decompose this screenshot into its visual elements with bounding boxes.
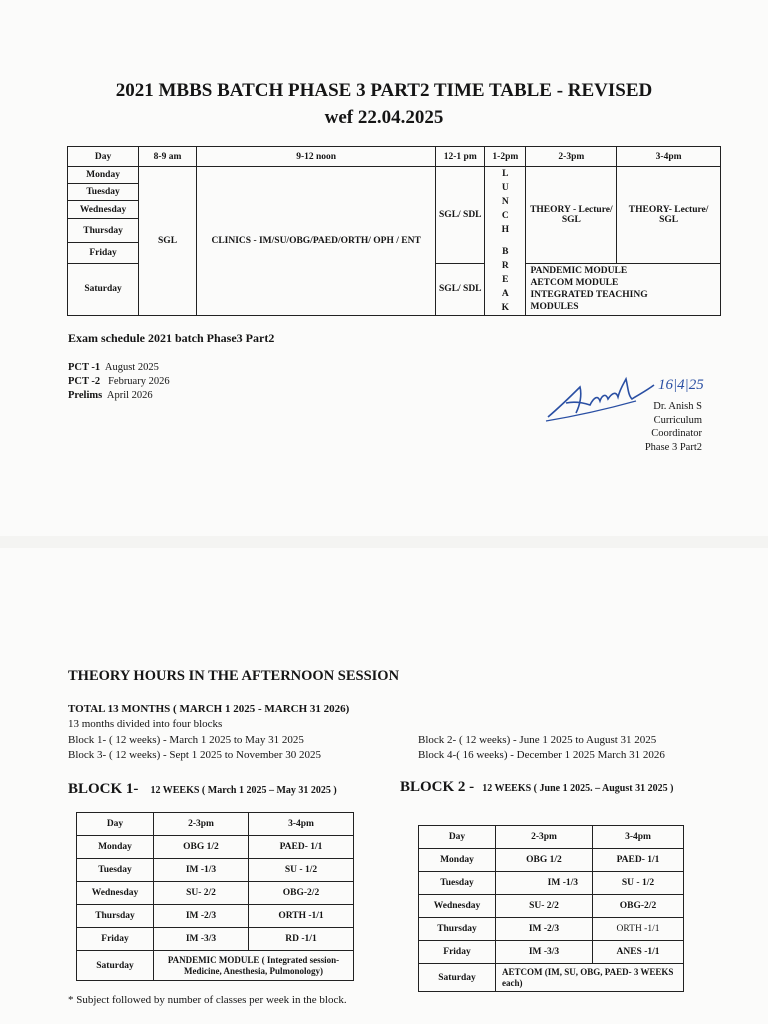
day-cell: Saturday [419, 964, 496, 992]
day-cell: Friday [77, 928, 154, 951]
header-3-4: 3-4pm [617, 147, 721, 167]
signature-date: 16|4|25 [658, 377, 704, 393]
header-2-3: 2-3pm [496, 826, 593, 849]
slot-2-3: IM -2/3 [496, 918, 593, 941]
exam-date: February 2026 [108, 376, 170, 387]
slot-3-4: ORTH -1/1 [593, 918, 684, 941]
module-line: AETCOM MODULE [530, 278, 619, 289]
exam-date: April 2026 [106, 390, 153, 401]
slot-2-3: IM -2/3 [154, 905, 249, 928]
table-row [77, 859, 354, 882]
module-line: PANDEMIC MODULE [530, 266, 628, 277]
slot-3-4: ORTH -1/1 [249, 905, 354, 928]
block-1-table [76, 812, 354, 981]
lunch-letter: H [501, 225, 510, 235]
clinics-cell: CLINICS - IM/SU/OBG/PAED/ORTH/ OPH / ENT [196, 167, 435, 316]
header-2-3: 2-3pm [154, 813, 249, 836]
exam-heading: Exam schedule 2021 batch Phase3 Part2 [68, 331, 275, 345]
table-row [77, 836, 354, 859]
block-2-table [418, 825, 684, 992]
day-cell: Wednesday [77, 882, 154, 905]
slot-3-4: OBG-2/2 [593, 895, 684, 918]
day-cell: Thursday [77, 905, 154, 928]
exam-row [68, 361, 170, 375]
header-9-12: 9-12 noon [196, 147, 435, 167]
table-row [77, 905, 354, 928]
exam-list [68, 361, 170, 403]
lunch-letter: C [501, 211, 509, 221]
slot-3-4: PAED- 1/1 [249, 836, 354, 859]
table-row [419, 918, 684, 941]
table-row [419, 941, 684, 964]
slot-3-4: RD -1/1 [249, 928, 354, 951]
block-2-line: Block 2- ( 12 weeks) - June 1 2025 to August 31 2025 [418, 734, 657, 746]
slot-2-3: OBG 1/2 [154, 836, 249, 859]
day-cell: Wednesday [419, 895, 496, 918]
signatory-name: Dr. Anish S [653, 401, 702, 412]
day-cell: Saturday [77, 951, 154, 981]
lunch-letter: B [502, 247, 509, 257]
exam-label: PCT -2 [68, 376, 101, 387]
slot-2-3: IM -1/3 [496, 872, 593, 895]
table-row [419, 872, 684, 895]
table-row [77, 928, 354, 951]
footnote: * Subject followed by number of classes per week in the block. [68, 994, 347, 1006]
block-2-title-row [400, 778, 673, 796]
slot-3-4: SU - 1/2 [593, 872, 684, 895]
saturday-modules-cell [526, 263, 721, 315]
module-line: MODULES [530, 302, 579, 313]
sgl-cell: SGL [139, 167, 197, 316]
day-cell: Friday [419, 941, 496, 964]
exam-row [68, 389, 170, 403]
slot-2-3: SU- 2/2 [496, 895, 593, 918]
slot-3-4: ANES -1/1 [593, 941, 684, 964]
lunch-letter: L [502, 169, 509, 179]
table-row [77, 882, 354, 905]
slot-2-3: OBG 1/2 [496, 849, 593, 872]
slot-3-4: SU - 1/2 [249, 859, 354, 882]
lunch-letter: A [501, 289, 509, 299]
sgl-sdl-cell: SGL/ SDL [436, 167, 485, 264]
signatory-role: Curriculum Coordinator [651, 414, 702, 439]
exam-row [68, 375, 170, 389]
exam-date: August 2025 [104, 362, 159, 373]
header-day: Day [419, 826, 496, 849]
exam-label: PCT -1 [68, 362, 101, 373]
lunch-letter: R [501, 261, 509, 271]
day-cell: Thursday [419, 918, 496, 941]
slot-2-3: IM -3/3 [496, 941, 593, 964]
header-2-3: 2-3pm [526, 147, 617, 167]
table-row [419, 964, 684, 992]
block-1-title-row [68, 780, 337, 798]
slot-3-4: OBG-2/2 [249, 882, 354, 905]
table-row [77, 951, 354, 981]
lunch-letter: U [501, 183, 509, 193]
sgl-sdl-cell-saturday: SGL/ SDL [436, 263, 485, 315]
page-subtitle: wef 22.04.2025 [324, 107, 444, 128]
module-line: INTEGRATED TEACHING [530, 290, 648, 301]
day-cell: Monday [77, 836, 154, 859]
day-cell: Saturday [68, 263, 139, 315]
page-2 [0, 548, 768, 1024]
header-8-9: 8-9 am [139, 147, 197, 167]
theory-cell-2: THEORY- Lecture/ SGL [617, 167, 721, 264]
lunch-letter: E [502, 275, 509, 285]
slot-3-4: PAED- 1/1 [593, 849, 684, 872]
exam-label: Prelims [68, 390, 103, 401]
block-2-title: BLOCK 2 - [400, 779, 475, 795]
slot-2-3: IM -1/3 [154, 859, 249, 882]
day-cell: Monday [419, 849, 496, 872]
header-day: Day [68, 147, 139, 167]
signature-block [604, 400, 702, 454]
day-cell: Thursday [68, 219, 139, 243]
header-12-1: 12-1 pm [436, 147, 485, 167]
header-1-2: 1-2pm [485, 147, 526, 167]
header-day: Day [77, 813, 154, 836]
saturday-pandemic-cell: PANDEMIC MODULE ( Integrated session- Medicine, Anesthesia, Pulmonology) [154, 951, 354, 981]
saturday-aetcom-cell: AETCOM (IM, SU, OBG, PAED- 3 WEEKS each) [496, 964, 684, 992]
timetable [67, 146, 721, 316]
block-1-subtitle: 12 WEEKS ( March 1 2025 – May 31 2025 ) [150, 785, 337, 796]
table-row [419, 895, 684, 918]
header-3-4: 3-4pm [249, 813, 354, 836]
lunch-break-cell [485, 167, 526, 316]
day-cell: Friday [68, 243, 139, 263]
block-4-line: Block 4-( 16 weeks) - December 1 2025 March 31 2026 [418, 749, 665, 761]
block-3-line: Block 3- ( 12 weeks) - Sept 1 2025 to November 30 2025 [68, 749, 321, 761]
months-divided: 13 months divided into four blocks [68, 718, 223, 730]
lunch-letter: N [501, 197, 509, 207]
block-1-line: Block 1- ( 12 weeks) - March 1 2025 to May 31 2025 [68, 734, 304, 746]
slot-2-3: SU- 2/2 [154, 882, 249, 905]
day-cell: Wednesday [68, 201, 139, 219]
table-row [419, 849, 684, 872]
day-cell: Monday [68, 167, 139, 184]
header-3-4: 3-4pm [593, 826, 684, 849]
lunch-letter: K [501, 303, 510, 313]
day-cell: Tuesday [419, 872, 496, 895]
total-months: TOTAL 13 MONTHS ( MARCH 1 2025 - MARCH 31 2026) [68, 703, 350, 715]
theory-hours-heading: THEORY HOURS IN THE AFTERNOON SESSION [68, 668, 400, 684]
slot-2-3: IM -3/3 [154, 928, 249, 951]
day-cell: Tuesday [68, 184, 139, 201]
page-title: 2021 MBBS BATCH PHASE 3 PART2 TIME TABLE - REVISED [115, 80, 653, 101]
theory-cell-1: THEORY - Lecture/ SGL [526, 167, 617, 264]
block-1-title: BLOCK 1- [68, 781, 139, 797]
block-2-subtitle: 12 WEEKS ( June 1 2025. – August 31 2025 ) [482, 783, 674, 794]
day-cell: Tuesday [77, 859, 154, 882]
signatory-phase: Phase 3 Part2 [644, 441, 702, 453]
